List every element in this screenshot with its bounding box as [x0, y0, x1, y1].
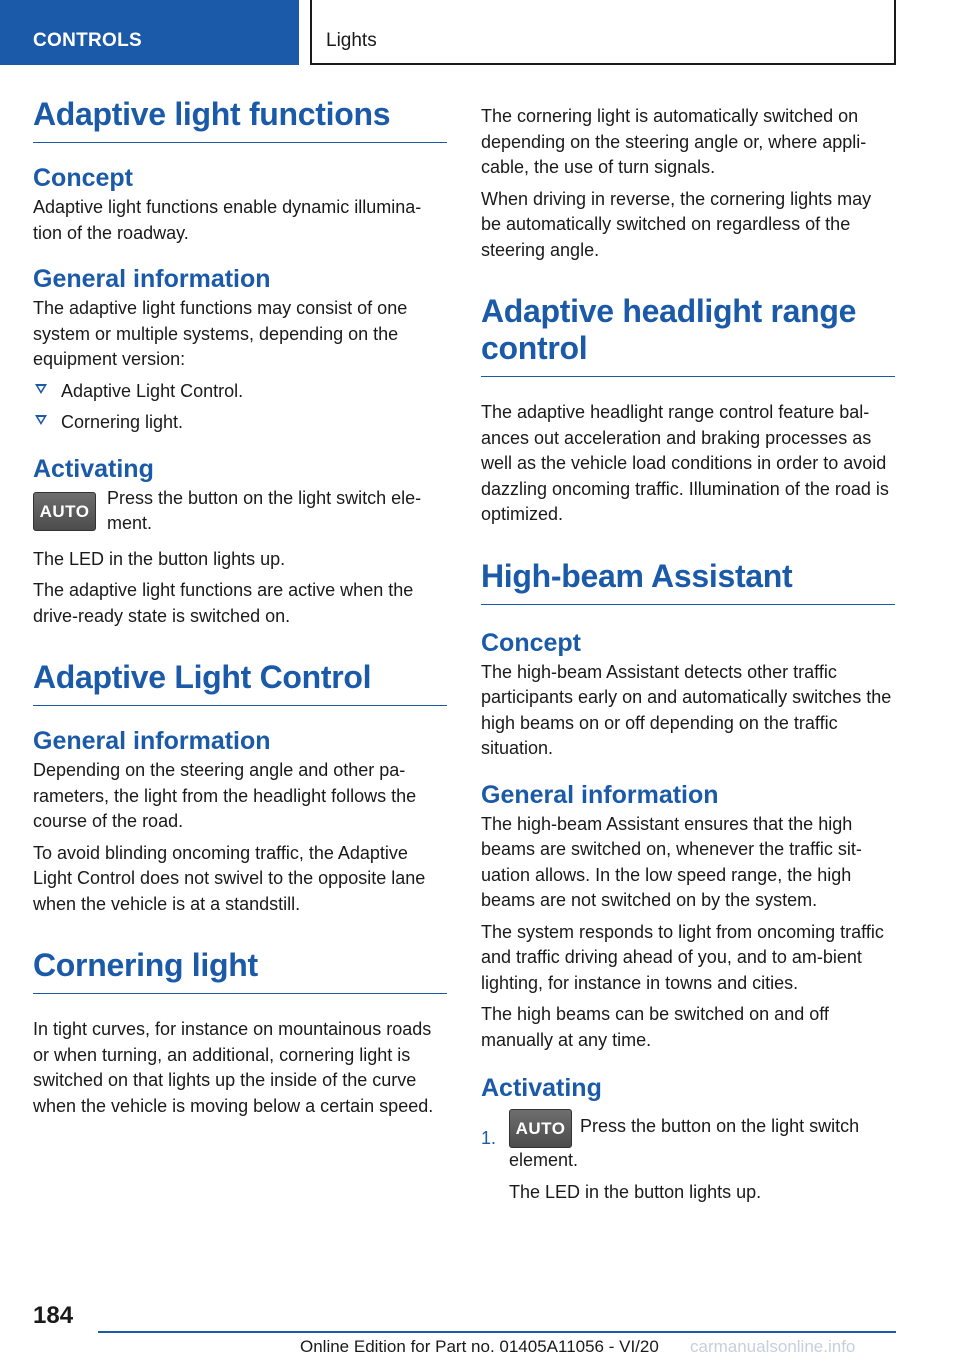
- heading-cornering-light: Cornering light: [33, 947, 447, 994]
- footer-divider: [98, 1331, 896, 1333]
- activating-steps: [481, 1109, 895, 1205]
- heading-headlight-range-control: Adaptive headlight range control: [481, 293, 895, 377]
- heading-alc-general-information: General information: [33, 727, 271, 755]
- page-number: 184: [33, 1302, 74, 1329]
- header-section-tab: [0, 0, 299, 65]
- hb-general-text-2: The system responds to light from oncoming traffic and traffic driving ahead of you, and to am‐bient lighting, for instance in towns and cities.: [481, 921, 884, 993]
- list-item: [481, 1109, 895, 1205]
- auto-button-icon: AUTO: [33, 492, 96, 531]
- hb-general-text-1: The high-beam Assistant ensures that the high beams are switched on, whenever the traffic sit‐uation allows. In the low speed range, the high beams are not switched on by the system.: [481, 813, 862, 910]
- watermark: carmanualsonline.info: [690, 1337, 856, 1356]
- heading-general-information: General information: [33, 265, 271, 293]
- general-text: The adaptive light functions may consist of one system or multiple systems, depending on the equipment version:: [33, 298, 408, 369]
- hb-concept-text: The high-beam Assistant detects other traffic participants early on and automatically switches the high beams on or off depending on the traffic situation.: [481, 661, 892, 758]
- heading-hb-general-information: General information: [481, 780, 719, 809]
- step-number: 1.: [481, 1128, 497, 1148]
- cornering-text: In tight curves, for instance on mountainous roads or when turning, an additional, cornering light is switched on that lights up the inside of the curve when the vehicle is moving below a certain speed.: [33, 1019, 434, 1116]
- heading-high-beam-assistant: High-beam Assistant: [481, 558, 895, 605]
- concept-text: Adaptive light functions enable dynamic illumina‐tion of the roadway.: [33, 197, 422, 243]
- header-chapter-tab: [310, 0, 896, 65]
- list-item: Adaptive Light Control.: [33, 379, 447, 405]
- heading-hb-concept: Concept: [481, 628, 581, 657]
- activating-text: Press the button on the light switch ele‐ment.: [107, 487, 422, 533]
- triangle-bullet-icon: [35, 384, 47, 394]
- list-item: Cornering light.: [33, 410, 447, 436]
- header-chapter-label: Lights: [326, 30, 377, 51]
- heading-activating: Activating: [33, 454, 154, 483]
- headlight-range-text: The adaptive headlight range control feature bal‐ances out acceleration and braking processes as well as the vehicle load conditions in order to avoid dazzling oncoming traffic. Illumination of the road is optimized.: [481, 402, 889, 524]
- heading-concept: Concept: [33, 164, 133, 192]
- heading-adaptive-light-functions: Adaptive light functions: [33, 96, 447, 143]
- left-column: [33, 96, 447, 1125]
- triangle-bullet-icon: [35, 415, 47, 425]
- step-text: Press the button on the light switch element.: [509, 1116, 860, 1170]
- auto-button-icon: AUTO: [509, 1109, 572, 1148]
- light-functions-list: [33, 379, 447, 436]
- cornering-text-3: When driving in reverse, the cornering lights may be automatically switched on regardless of the steering angle.: [481, 188, 872, 260]
- led-text: The LED in the button lights up.: [33, 548, 286, 569]
- alc-text-2: To avoid blinding oncoming traffic, the Adaptive Light Control does not swivel to the opposite lane when the vehicle is at a standstill.: [33, 842, 426, 914]
- header-section-label: CONTROLS: [33, 30, 143, 51]
- step-sub-text: The LED in the button lights up.: [509, 1181, 762, 1202]
- hb-general-text-3: The high beams can be switched on and off manually at any time.: [481, 1004, 829, 1050]
- cornering-text-2: The cornering light is automatically switched on depending on the steering angle or, where appli‐cable, the use of turn signals.: [481, 106, 867, 177]
- alc-text-1: Depending on the steering angle and other pa‐rameters, the light from the headlight follows the course of the road.: [33, 760, 417, 831]
- heading-adaptive-light-control: Adaptive Light Control: [33, 659, 447, 706]
- active-text: The adaptive light functions are active when the drive-ready state is switched on.: [33, 580, 414, 626]
- heading-hb-activating: Activating: [481, 1074, 602, 1102]
- footer-edition: Online Edition for Part no. 01405A11056 - VI/20: [300, 1337, 659, 1356]
- right-column: [481, 96, 895, 1205]
- activating-row: [33, 487, 447, 537]
